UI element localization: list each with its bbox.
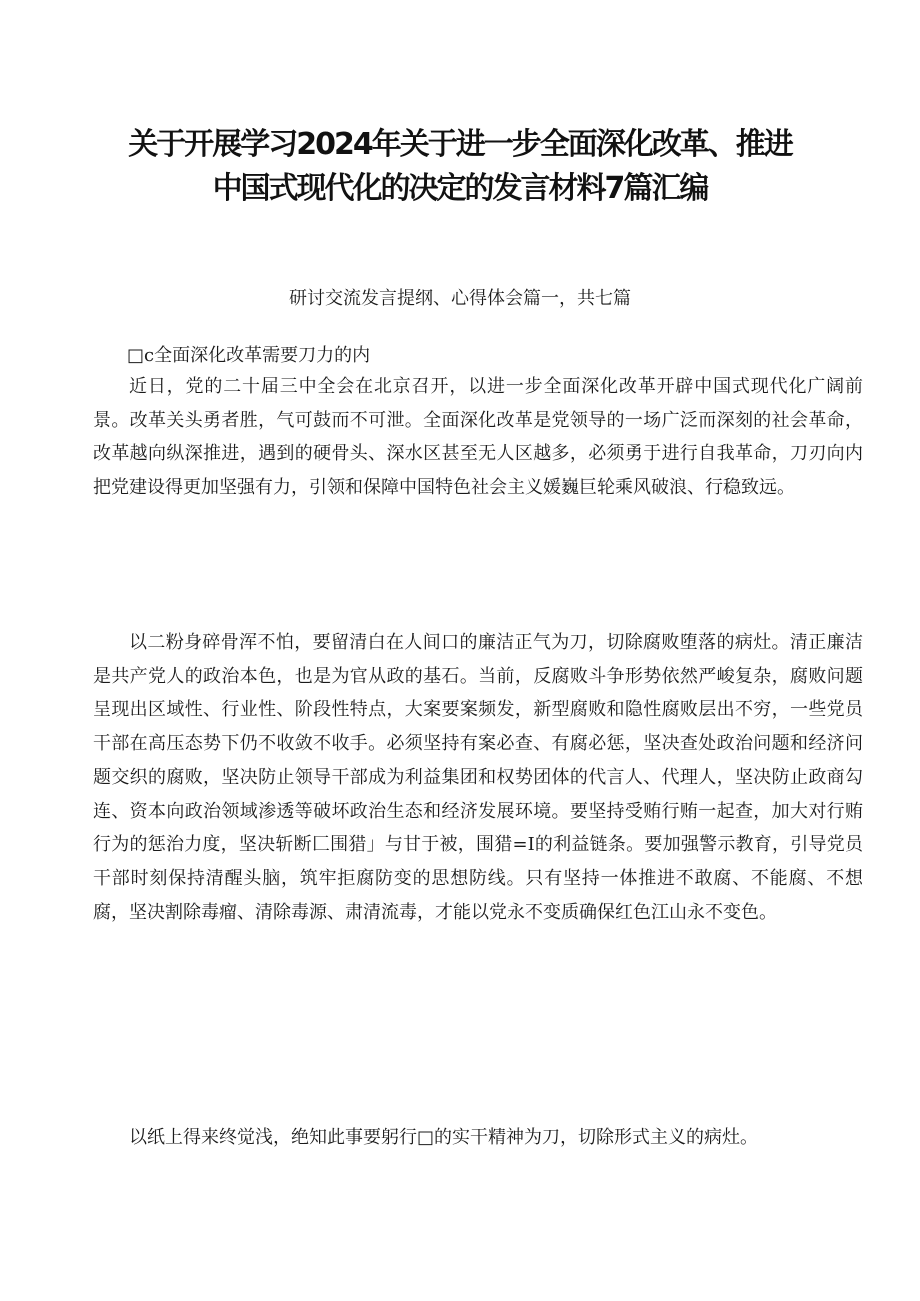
section-heading: □c全面深化改革需要刀力的内: [127, 345, 371, 366]
body-paragraph-3: 以纸上得来终觉浅，绝知此事要躬行□的实干精神为刀，切除形式主义的病灶。: [129, 1127, 759, 1148]
document-subtitle: 研讨交流发言提纲、心得体会篇一，共七篇: [289, 288, 631, 309]
body-paragraph-1: 近日，党的二十届三中全会在北京召开，以进一步全面深化改革开辟中国式现代化广阔前景。改革关头勇者胜，气可鼓而不可泄。全面深化改革是党领导的一场广泛而深刻的社会革命，改革越向纵深推进，遇到的硬骨头、深水区甚至无人区越多，必须勇于进行自我革命，刀刃向内把党建设得更加坚强有力，引领和保障中国特色社会主义媛巍巨轮乘风破浪、行稳致远。: [93, 376, 863, 499]
body-paragraph-2: 以二粉身碎骨浑不怕，要留清白在人间口的廉洁正气为刀，切除腐败堕落的病灶。清正廉洁是共产党人的政治本色，也是为官从政的基石。当前，反腐败斗争形势依然严峻复杂，腐败问题呈现出区域性、行业性、阶段性特点，大案要案频发，新型腐败和隐性腐败层出不穷，一些党员干部在高压态势下仍不收敛不收手。必须坚持有案必查、有腐必惩，坚决查处政治问题和经济问题交织的腐败，坚决防止领导干部成为利益集团和权势团体的代言人、代理人，坚决防止政商勾连、资本向政治领域渗透等破坏政治生态和经济发展环境。要坚持受贿行贿一起查，加大对行贿行为的惩治力度，坚决斩断匚围猎」与甘于被，围猎=I的利益链条。要加强警示教育，引导党员干部时刻保持清醒头脑，筑牢拒腐防变的思想防线。只有坚持一体推进不敢腐、不能腐、不想腐，坚决割除毒瘤、清除毒源、肃清流毒，才能以党永不变质确保红色江山永不变色。: [93, 632, 863, 923]
document-title-line-2: 中国式现代化的决定的发言材料7篇汇编: [212, 171, 708, 206]
document-title-line-1: 关于开展学习2024年关于进一步全面深化改革、推进: [128, 127, 792, 162]
